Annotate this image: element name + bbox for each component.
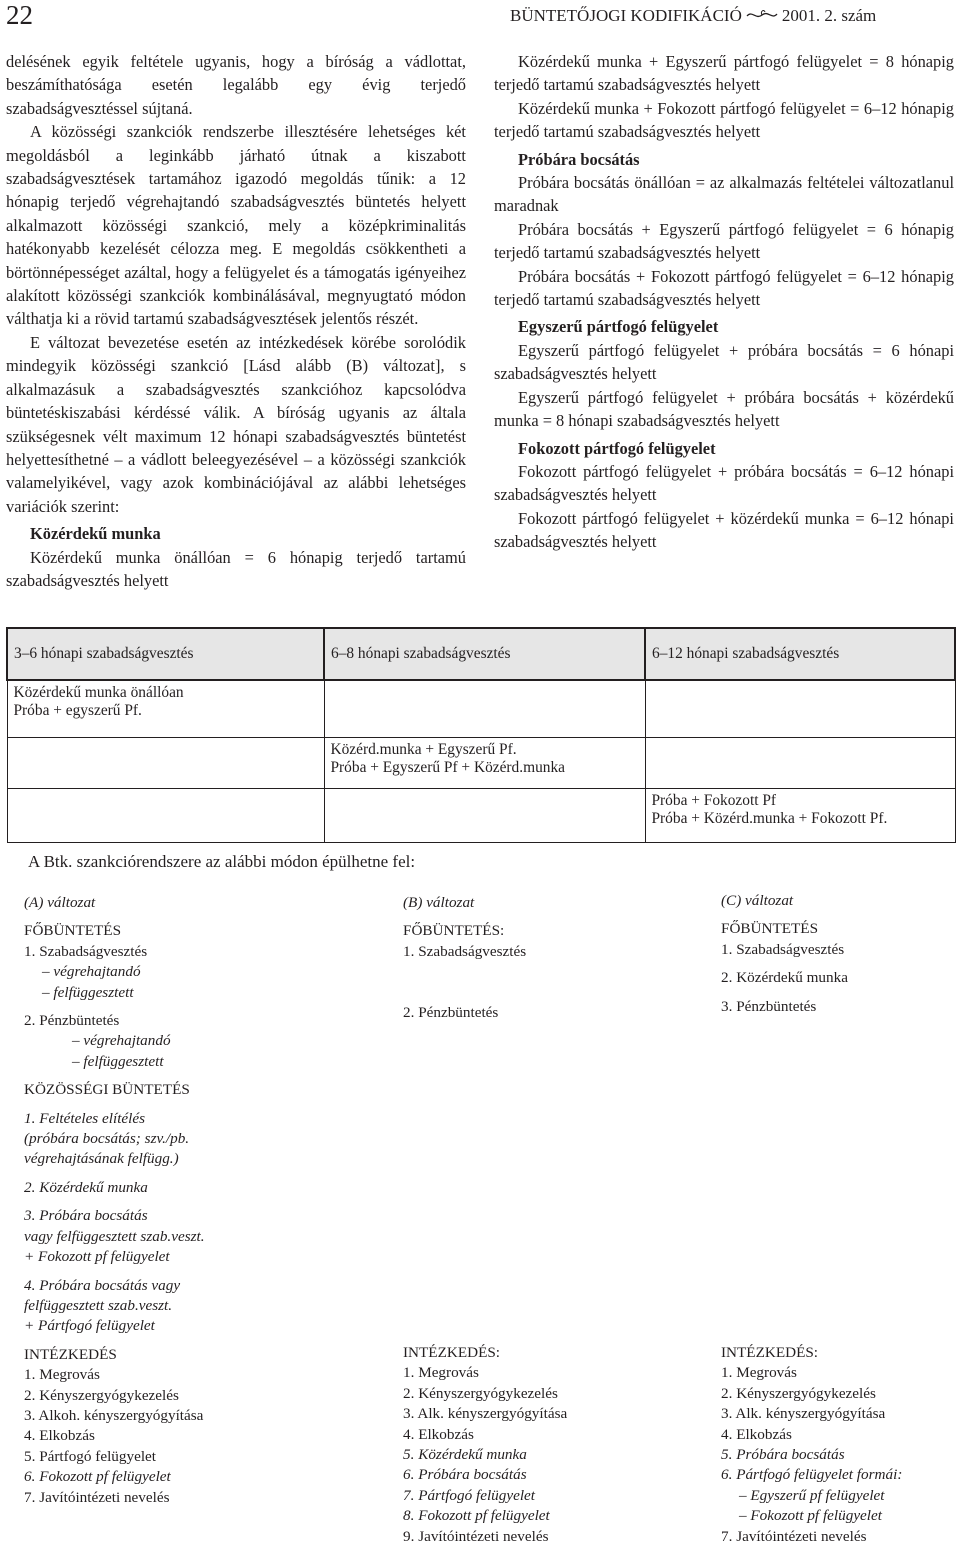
table-header-cell: 6–12 hónapi szabadságvesztés [645,628,955,680]
table-header-cell: 6–8 hónapi szabadságvesztés [324,628,645,680]
list-item: 4. Elkobzás [403,1425,474,1443]
list-item: 1. Szabadságvesztés [721,940,845,958]
variant-b [403,893,526,1024]
list-item: vagy felfüggesztett szab.veszt. [24,1227,205,1245]
list-item: – felfüggesztett [42,983,134,1001]
list-item: – felfüggesztett [72,1052,164,1070]
list-item: 5. Pártfogó felügyelet [24,1447,157,1465]
cell-line: Próba + Közérd.munka + Fokozott Pf. [651,809,888,827]
list-item: 1. Megrovás [721,1364,797,1382]
ornament-icon [746,7,778,27]
list-item: – Fokozott pf felügyelet [739,1507,882,1525]
table-header-row [7,628,955,680]
list-item: – Egyszerű pf felügyelet [739,1486,885,1504]
list-item: 6. Próbára bocsátás [403,1466,527,1484]
issue-label: 2001. 2. szám [781,6,877,25]
list-item: (próbára bocsátás; szv./pb. [24,1130,190,1148]
journal-title: BÜNTETŐJOGI KODIFIKÁCIÓ [510,6,742,25]
list-item: 6. Fokozott pf felügyelet [24,1468,171,1486]
sanction-table [6,627,956,843]
list-item: 1. Szabadságvesztés [403,942,527,960]
list-item: 1. Feltételes elítélés [24,1109,146,1127]
list-item: 2. Pénzbüntetés [24,1012,120,1030]
list-item: 3. Próbára bocsátás [24,1207,148,1225]
page-number: 22 [6,0,33,30]
running-header [510,6,876,27]
list-item: 1. Szabadságvesztés [24,942,148,960]
list-item: 4. Próbára bocsátás vagy [24,1276,181,1294]
heading: INTÉZKEDÉS: [721,1344,819,1361]
variant-c-measures [721,1343,902,1547]
list-item: + Fokozott pf felügyelet [24,1248,170,1266]
table-row [7,737,955,788]
paragraph: Próbára bocsátás + Fokozott pártfogó felügyelet = 6–12 hónapig terjedő tartamú szabadságvesztés helyett [494,266,954,310]
paragraph: Egyszerű pártfogó felügyelet + próbára bocsátás = 6 hónapi szabadságvesztés helyett [494,340,954,384]
list-item: 8. Fokozott pf felügyelet [403,1507,550,1525]
table-cell [7,680,324,737]
list-item: 2. Kényszergyógykezelés [403,1384,558,1402]
cell-line: Közérdekű munka önállóan [13,684,184,701]
section-heading: Próbára bocsátás [518,149,640,169]
cell-line: Próba + Fokozott Pf [651,791,777,809]
paragraph: Próbára bocsátás + Egyszerű pártfogó felügyelet = 6 hónapig terjedő tartamú szabadságvesztés helyett [494,219,954,263]
list-item: 1. Megrovás [24,1366,100,1384]
list-item: 2. Kényszergyógykezelés [721,1384,876,1402]
intro-sentence: A Btk. szankciórendszere az alábbi módon épülhetne fel: [28,852,416,871]
list-item: 7. Javítóintézeti nevelés [24,1488,170,1506]
list-item: 1. Megrovás [403,1364,479,1382]
heading: FŐBÜNTETÉS [721,920,819,938]
heading: FŐBÜNTETÉS [24,922,122,940]
table-row [7,788,955,842]
list-item: végrehajtásának felfügg.) [24,1150,179,1168]
paragraph: Próbára bocsátás önállóan = az alkalmazás feltételei változatlanul maradnak [494,173,954,216]
paragraph: Egyszerű pártfogó felügyelet + próbára bocsátás + közérdekű munka = 8 hónapi szabadságvesztés helyett [494,387,954,431]
variant-a [24,893,205,1508]
paragraph: Fokozott pártfogó felügyelet + próbára bocsátás = 6–12 hónapi szabadságvesztés helyett [494,461,954,505]
heading: INTÉZKEDÉS: [403,1344,501,1361]
table-row [7,680,955,737]
list-item: 2. Kényszergyógykezelés [24,1386,179,1404]
list-item: felfüggesztett szab.veszt. [24,1296,173,1314]
heading: INTÉZKEDÉS [24,1345,117,1363]
paragraph: A közösségi szankciók rendszerbe illesztésére lehetséges két megoldásból a leginkább járható útnak a kiszabott szabadságvesztések tartamához igazodó megoldás tűnik: a 12 hónapig terjedő végrehajtandó szabadságvesztés büntetés helyett alkalmazott közösségi szankció, mely a középkriminalitás hatékonyabb kezelését célozza meg. E megoldás csökkentheti a börtönnépességet azáltal, hogy a felügyelet és a támogatás igényeihez alakított közösségi szankciók kombinálásával, megnyugtató módon válthatja ki a rövid tartamú szabadságvesztések jelentős részét. [6,122,466,329]
table-cell [7,737,324,788]
variant-title: (A) változat [24,894,96,911]
table-header-cell: 3–6 hónapi szabadságvesztés [7,628,324,680]
table-cell [7,788,324,842]
list-item: 3. Alkoh. kényszergyógyítása [24,1406,204,1424]
list-item: 7. Javítóintézeti nevelés [721,1527,867,1545]
list-item: 2. Közérdekű munka [24,1178,148,1196]
list-item: 2. Pénzbüntetés [403,1004,499,1022]
table-cell [324,737,645,788]
list-item: 2. Közérdekű munka [721,969,848,987]
list-item: 4. Elkobzás [24,1427,95,1445]
heading: KÖZÖSSÉGI BÜNTETÉS [24,1081,190,1099]
table-cell [324,788,645,842]
list-item: 3. Pénzbüntetés [721,997,817,1015]
section-heading: Fokozott pártfogó felügyelet [518,438,716,458]
left-text-column [6,50,466,592]
cell-line: Próba + Egyszerű Pf + Közérd.munka [330,758,565,776]
paragraph: Közérdekű munka önállóan = 6 hónapig terjedő tartamú szabadságvesztés helyett [6,547,466,590]
list-item: 3. Alk. kényszergyógyítása [721,1405,886,1423]
variant-c [721,891,848,1017]
heading: FŐBÜNTETÉS: [403,922,505,940]
list-item: 3. Alk. kényszergyógyítása [403,1405,568,1423]
paragraph: delésének egyik feltétele ugyanis, hogy a bíróság a vádlottat, beszámíthatósága esetén legalább egy évig terjedő szabadságvesztéssel sújtaná. [6,52,466,118]
variant-title: (B) változat [403,894,475,911]
paragraph: Közérdekű munka + Egyszerű pártfogó felügyelet = 8 hónapig terjedő tartamú szabadságvesztés helyett [494,52,954,95]
cell-line: Közérd.munka + Egyszerű Pf. [330,740,517,758]
list-item: + Pártfogó felügyelet [24,1317,155,1335]
paragraph: E változat bevezetése esetén az intézkedések körébe sorolódik mindegyik közösségi szankció [Lásd alább (B) változat], s alkalmazásuk a szabadságvesztés szankcióhoz kapcsolódva büntetéskiszabási kérdéssé válik. A bíróság ugyanis az általa szükségesnek vélt maximum 12 hónapi szabadságvesztés büntetést helyettesíthetné – a vádlott beleegyezésével – a közösségi szankciók valamelyikével, vagy azok kombinációjával az alábbi lehetséges variációk szerint: [6,332,466,516]
paragraph: Közérdekű munka + Fokozott pártfogó felügyelet = 6–12 hónapig terjedő tartamú szabadságvesztés helyett [494,98,954,142]
section-heading: Egyszerű pártfogó felügyelet [518,317,719,337]
table-cell [324,680,645,737]
table-cell [645,680,955,737]
list-item: 7. Pártfogó felügyelet [403,1486,536,1504]
right-text-column [494,50,954,554]
list-item: 6. Pártfogó felügyelet formái: [721,1466,903,1484]
table-cell [645,788,955,842]
section-heading: Közérdekű munka [30,524,161,544]
list-item: 5. Közérdekű munka [403,1446,527,1464]
list-item: 4. Elkobzás [721,1425,792,1443]
cell-line: Próba + egyszerű Pf. [13,702,142,719]
list-item: 5. Próbára bocsátás [721,1446,845,1464]
list-item: – végrehajtandó [42,963,141,981]
list-item: – végrehajtandó [72,1032,171,1050]
variant-title: (C) változat [721,892,794,909]
paragraph: Fokozott pártfogó felügyelet + közérdekű munka = 6–12 hónapi szabadságvesztés helyett [494,508,954,552]
list-item: 9. Javítóintézeti nevelés [403,1527,549,1545]
variant-b-measures [403,1343,567,1547]
table-cell [645,737,955,788]
